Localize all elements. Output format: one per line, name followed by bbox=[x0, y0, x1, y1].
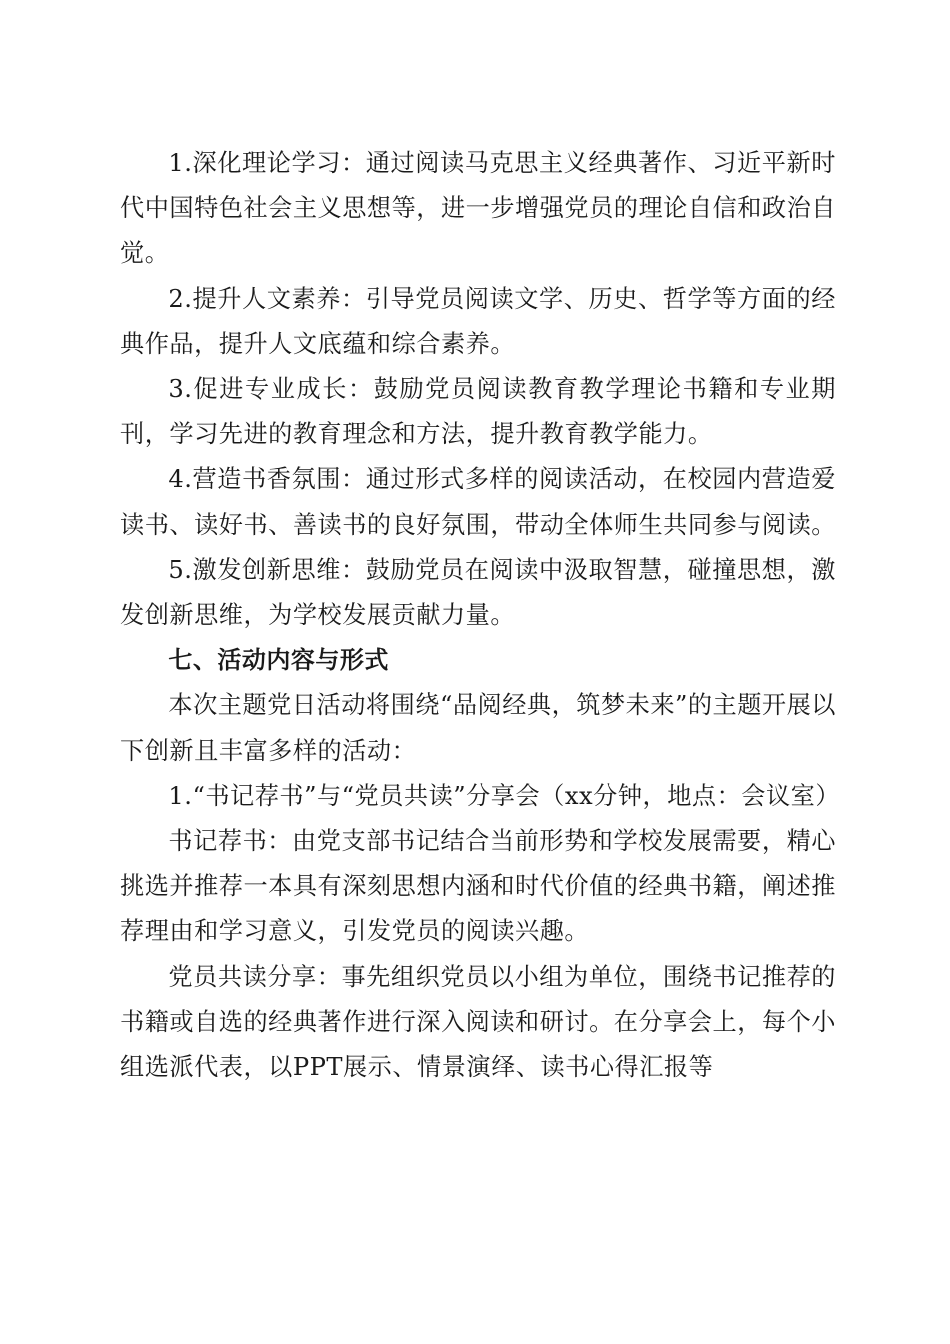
paragraph-goal-4: 4.营造书香氛围：通过形式多样的阅读活动，在校园内营造爱读书、读好书、善读书的良好氛围，带动全体师生共同参与阅读。 bbox=[120, 465, 836, 539]
paragraph-goal-1: 1.深化理论学习：通过阅读马克思主义经典著作、习近平新时代中国特色社会主义思想等，进一步增强党员的理论自信和政治自觉。 bbox=[120, 149, 836, 268]
paragraph-goal-5: 5.激发创新思维：鼓励党员在阅读中汲取智慧，碰撞思想，激发创新思维，为学校发展贡献力量。 bbox=[120, 555, 836, 630]
paragraph-secretary-recommend: 书记荐书：由党支部书记结合当前形势和学校发展需要，精心挑选并推荐一本具有深刻思想内涵和时代价值的经典书籍，阐述推荐理由和学习意义，引发党员的阅读兴趣。 bbox=[120, 827, 836, 946]
paragraph-intro: 本次主题党日活动将围绕“品阅经典，筑梦未来”的主题开展以下创新且丰富多样的活动： bbox=[120, 691, 836, 765]
paragraph-activity-1-title: 1.“书记荐书”与“党员共读”分享会（xx分钟，地点：会议室） bbox=[168, 781, 841, 810]
paragraph-goal-3: 3.促进专业成长：鼓励党员阅读教育教学理论书籍和专业期刊，学习先进的教育理念和方法，提升教育教学能力。 bbox=[120, 375, 836, 449]
paragraph-member-coread: 党员共读分享：事先组织党员以小组为单位，围绕书记推荐的书籍或自选的经典著作进行深入阅读和研讨。在分享会上，每个小组选派代表，以PPT展示、情景演绎、读书心得汇报等 bbox=[120, 962, 836, 1082]
section-heading: 七、活动内容与形式 bbox=[168, 646, 389, 675]
paragraph-goal-2: 2.提升人文素养：引导党员阅读文学、历史、哲学等方面的经典作品，提升人文底蕴和综合素养。 bbox=[120, 284, 836, 358]
document-body bbox=[120, 141, 841, 1090]
